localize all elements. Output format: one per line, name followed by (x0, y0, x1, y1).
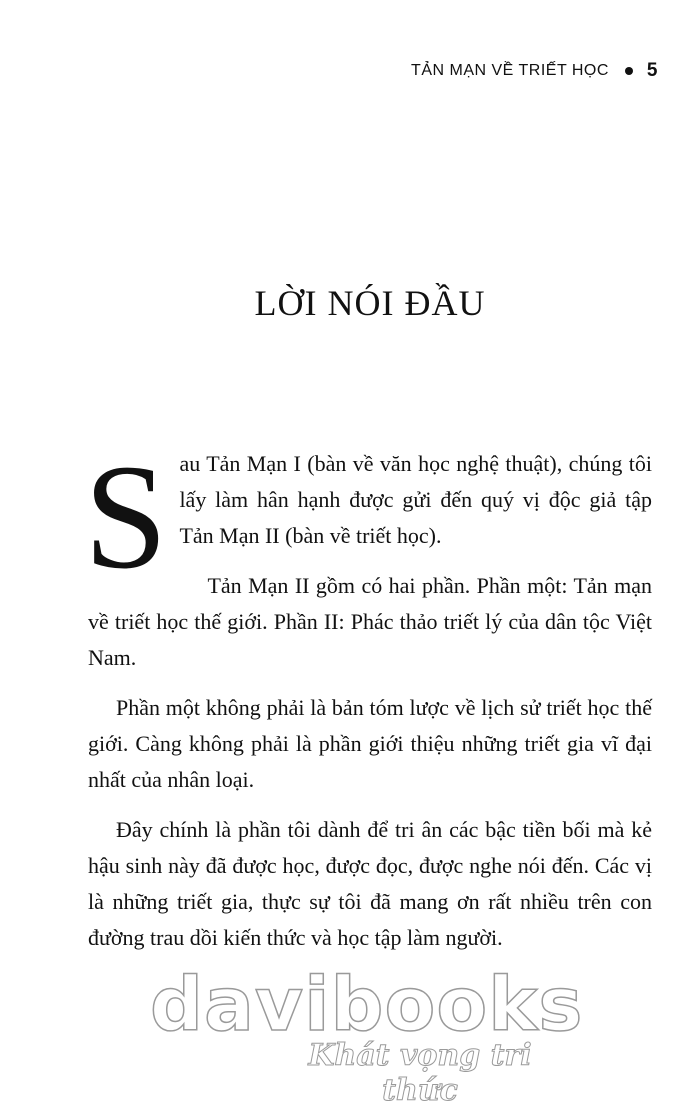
body-text (84, 434, 652, 970)
watermark-brand: davibooks (150, 962, 584, 1048)
watermark (150, 962, 584, 1108)
paragraph-1-text: au Tản Mạn I (bàn về văn học nghệ thuật), chúng tôi lấy làm hân hạnh được gửi đến quý vị độc giả tập Tản Mạn II (bàn về triết học). (179, 451, 652, 548)
paragraph-3: Phần một không phải là bản tóm lược về lịch sử triết học thế giới. Càng không phải là phần giới thiệu những triết gia vĩ đại nhất của nhân loại. (88, 695, 652, 792)
watermark-slogan: Khát vọng tri thức (308, 1038, 532, 1108)
paragraph-1 (84, 434, 652, 600)
running-header (411, 60, 658, 82)
drop-cap: S (84, 434, 168, 600)
running-title: TẢN MẠN VỀ TRIẾT HỌC (411, 62, 609, 79)
paragraph-4: Đây chính là phần tôi dành để tri ân các bậc tiền bối mà kẻ hậu sinh này đã được học, được đọc, được nghe nói đến. Các vị là những triết gia, thực sự tôi đã mang ơn rất nhiều trên con đường trau dồi kiến thức và học tập làm người. (88, 817, 652, 950)
page-number: 5 (646, 60, 658, 81)
chapter-title: LỜI NÓI ĐẦU (254, 283, 486, 323)
bullet-separator-icon (625, 67, 633, 75)
paragraph-2: Tản Mạn II gồm có hai phần. Phần một: Tản mạn về triết học thế giới. Phần II: Phác thảo triết lý của dân tộc Việt Nam. (88, 573, 652, 670)
